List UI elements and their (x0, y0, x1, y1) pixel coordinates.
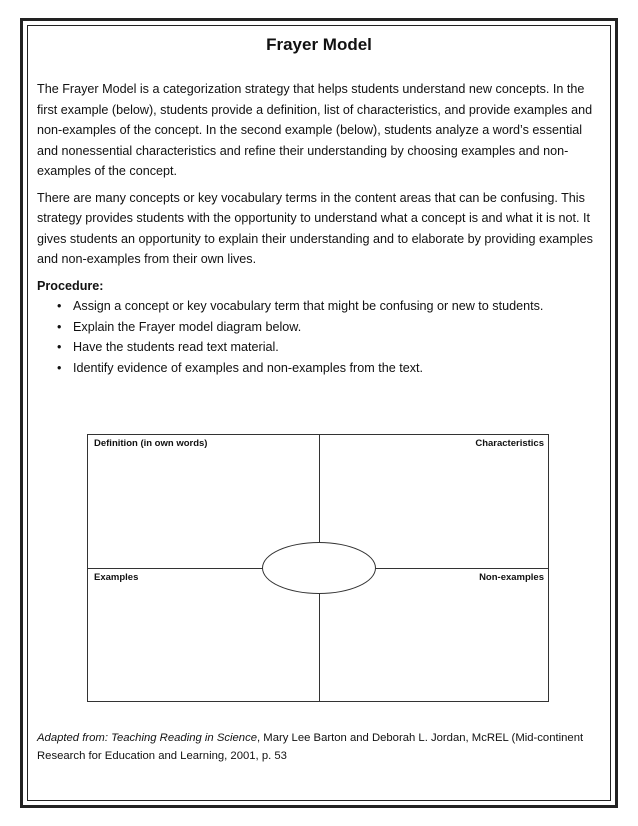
page-title: Frayer Model (266, 35, 372, 54)
procedure-list (37, 296, 601, 378)
quadrant-label-non-examples: Non-examples (479, 572, 544, 583)
procedure-item: • Identify evidence of examples and non-examples from the text. (59, 358, 601, 379)
procedure-item: • Have the students read text material. (59, 337, 601, 358)
frayer-diagram (87, 434, 549, 702)
quadrant-label-characteristics: Characteristics (475, 438, 544, 449)
procedure-item: • Assign a concept or key vocabulary term that might be confusing or new to students. (59, 296, 601, 317)
concepts-paragraph: There are many concepts or key vocabulary terms in the content areas that can be confusing. This strategy provides students with the opportunity to understand what a concept is and what it is not. It gives students an opportunity to explain their understanding and to elaborate by providing examples and non-examples from their own lives. (37, 190, 593, 266)
quadrant-label-definition: Definition (in own words) (94, 438, 208, 449)
procedure-item: • Explain the Frayer model diagram below. (59, 317, 601, 338)
intro-paragraph: The Frayer Model is a categorization strategy that helps students understand new concepts. In the first example (below), students provide a definition, list of characteristics, and provide examples and non-examples of the concept. In the second example (below), students analyze a word’s essential and nonessential characteristics and refine their understanding by choosing examples and non-examples of the concept. (37, 82, 593, 178)
citation-prefix: Adapted from: (37, 732, 112, 744)
citation-book-title: Teaching Reading in Science (111, 732, 258, 744)
document-body (37, 32, 601, 378)
citation (37, 729, 607, 765)
quadrant-label-examples: Examples (94, 572, 139, 583)
procedure-heading: Procedure: (37, 278, 104, 293)
center-oval (262, 542, 376, 594)
citation-details: , Mary Lee Barton and Deborah L. Jordan, McREL (Mid-continent Research for Education and Learning, 2001, p. 53 (37, 732, 584, 762)
